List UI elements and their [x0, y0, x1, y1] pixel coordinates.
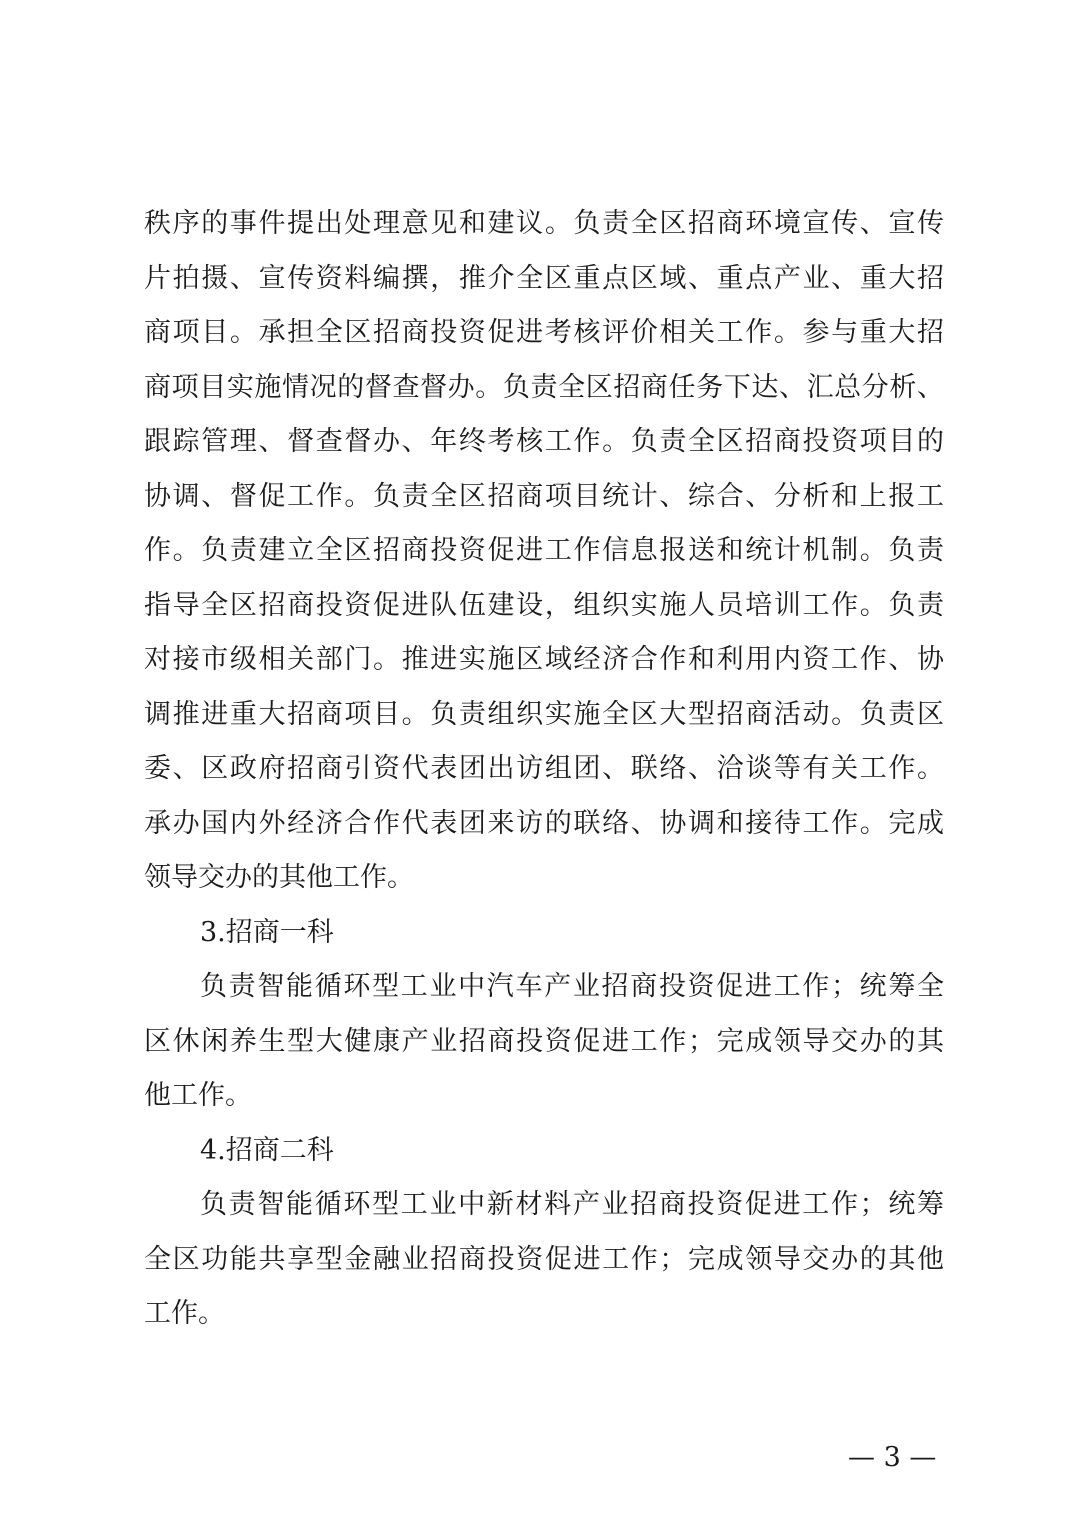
paragraph-line: 指导全区招商投资促进队伍建设，组织实施人员培训工作。负责: [144, 590, 944, 621]
paragraph-line: 片拍摄、宣传资料编撰，推介全区重点区域、重点产业、重大招: [144, 263, 944, 294]
paragraph-line: 领导交办的其他工作。: [144, 862, 414, 893]
paragraph-line: 商项目。承担全区招商投资促进考核评价相关工作。参与重大招: [144, 317, 944, 348]
paragraph-line: 跟踪管理、督查督办、年终考核工作。负责全区招商投资项目的: [144, 426, 944, 457]
paragraph-line: 他工作。: [144, 1080, 252, 1111]
page-number: — 3 —: [848, 1442, 937, 1473]
paragraph-line: 商项目实施情况的督查督办。负责全区招商任务下达、汇总分析、: [144, 372, 944, 403]
paragraph-line: 全区功能共享型金融业招商投资促进工作；完成领导交办的其他: [144, 1244, 944, 1275]
paragraph-line: 承办国内外经济合作代表团来访的联络、协调和接待工作。完成: [144, 808, 944, 839]
paragraph-line: 协调、督促工作。负责全区招商项目统计、综合、分析和上报工: [144, 481, 944, 512]
paragraph-line: 委、区政府招商引资代表团出访组团、联络、洽谈等有关工作。: [144, 753, 944, 784]
paragraph-line: 工作。: [144, 1298, 225, 1329]
paragraph-line: 负责智能循环型工业中汽车产业招商投资促进工作；统筹全: [200, 971, 944, 1002]
paragraph-line: 作。负责建立全区招商投资促进工作信息报送和统计机制。负责: [144, 535, 944, 566]
paragraph-line: 调推进重大招商项目。负责组织实施全区大型招商活动。负责区: [144, 699, 944, 730]
section-heading: 3.招商一科: [200, 917, 334, 948]
paragraph-line: 对接市级相关部门。推进实施区域经济合作和利用内资工作、协: [144, 644, 944, 675]
paragraph-line: 区休闲养生型大健康产业招商投资促进工作；完成领导交办的其: [144, 1026, 944, 1057]
paragraph-line: 负责智能循环型工业中新材料产业招商投资促进工作；统筹: [200, 1189, 944, 1220]
section-heading: 4.招商二科: [200, 1135, 334, 1166]
paragraph-line: 秩序的事件提出处理意见和建议。负责全区招商环境宣传、宣传: [144, 208, 944, 239]
